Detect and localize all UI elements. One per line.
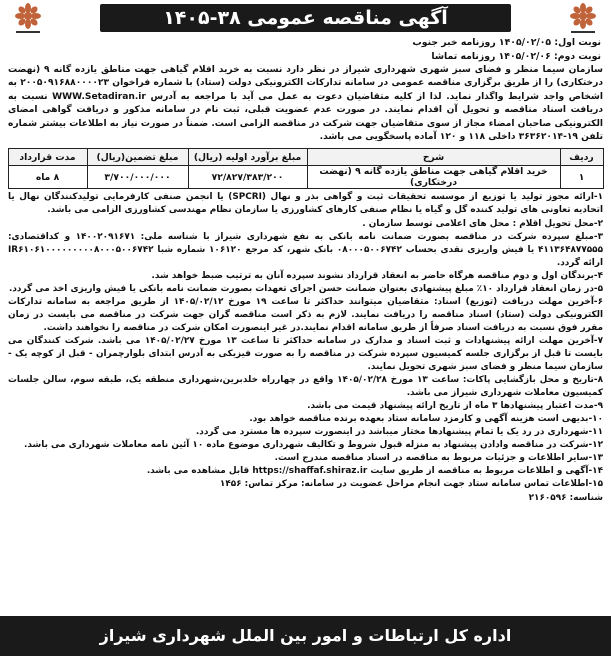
column-header-estimate: مبلغ برآورد اولیه (ریال) xyxy=(188,149,307,166)
publication-dates xyxy=(0,36,611,64)
notice-id: شناسه: ۲۱۶۰۵۹۶ xyxy=(528,492,603,503)
conditions-list xyxy=(0,191,611,504)
condition-item: ۹-مدت اعتبار پیشنهادها ۳ ماه از تاریخ ارائه پیشنهاد قیمت می باشد. xyxy=(307,401,603,412)
notice-title: آگهی مناقصه عمومی ۳۸-۱۴۰۵ xyxy=(100,4,511,32)
municipality-logo-icon xyxy=(561,2,605,36)
column-header-guarantee: مبلغ تضمین(ریال) xyxy=(87,149,188,166)
column-header-description: شرح xyxy=(307,149,560,166)
condition-item: ۱-ارائه مجوز تولید یا توزیع از موسسه تحقیقات ثبت و گواهی بذر و نهال (SPCRI) یا انجمن صنفی کارفرمایی تولیدکنندگان نهال یا اتحادیه تعاونی های تولید کننده گل و گیاه یا نظام صنفی کارهای کشاورزی یا سازمان نظام مهندسی کشاورزی الزامی می باشد. xyxy=(8,192,603,216)
condition-item: ۱۰-بدیهی است هزینه آگهی و کارمزد سامانه ستاد بعهده برنده مناقصه خواهد بود. xyxy=(249,414,603,425)
estimate-cell: ۷۲/۸۲۷/۳۸۳/۲۰۰ xyxy=(188,166,307,189)
condition-item: ۷-آخرین مهلت ارائه پیشنهادات و ثبت اسناد و مدارک در سامانه حداکثر تا ساعت ۱۳ مورخ ۱۴۰۵/۰۲/۲۷ می باشد. شرکت کنندگان می بایست تا قبل از برگزاری جلسه کمیسیون سپرده شرکت در مناقصه را به صورت فیزیکی به آدرس ابتدای بلوارچمران - قبل از کوچه یک - سازمان سیما منظر و فضای سبز شهری تحویل نمایند. xyxy=(8,335,603,373)
guarantee-cell: ۳/۷۰۰/۰۰۰/۰۰۰ xyxy=(87,166,188,189)
issuer-footer: اداره کل ارتباطات و امور بین الملل شهرداری شیراز xyxy=(0,616,611,656)
duration-cell: ۸ ماه xyxy=(8,166,87,189)
municipality-logo-icon xyxy=(6,2,50,36)
intro-paragraph: سازمان سیما منظر و فضای سبز شهری شهرداری شیراز در نظر دارد نسبت به خرید اقلام گیاهی جهت مناطق یازده گانه ۹ (نهضت درختکاری) را از طریق برگزاری مناقصه عمومی در سامانه تدارکات الکترونیکی دولت (ستاد) با شماره فراخوان ۲۰۰۵۰۹۱۶۸۸۰۰۰۰۲۳ به اشخاص واجد شرایط واگذار نماید. لذا از کلیه متقاضیان دعوت به عمل می آید با مراجعه به آدرس WWW.Setadiran.ir نسبت به دریافت اسناد مناقصه و تحویل آن اقدام نمایند. در صورت عدم عضویت قبلی، ثبت نام در سامانه مذکور و دریافت گواهی امضای الکترونیکی صاحبان امضاء مجاز از سوی متقاضیان جهت شرکت در مناقصه الزامی است. ضمناً در صورت نیاز به اطلاعات بیشتر شماره تلفن ۱۹-۳۶۳۶۲۰۱۴ داخلی ۱۱۸ و ۱۲۰ آماده پاسخگویی می باشد. xyxy=(8,65,603,143)
condition-item: ۱۱-شهرداری در رد یک یا تمام پیشنهادها مختار میباشد در اینصورت سپرده ها مسترد می گردد. xyxy=(195,427,603,438)
condition-item: ۲-محل تحویل اقلام : محل های اعلامی توسط سازمان . xyxy=(362,218,603,229)
notice-header xyxy=(0,0,611,36)
description-cell: خرید اقلام گیاهی جهت مناطق یازده گانه ۹ (نهضت درختکاری) xyxy=(307,166,560,189)
condition-item: ۱۲-شرکت در مناقصه وادادن پیشنهاد به منزله قبول شروط و تکالیف شهرداری موضوع ماده ۱۰ آئین نامه معاملات شهرداری می باشد. xyxy=(24,440,603,451)
table-row xyxy=(8,166,603,189)
second-publication: نوبت دوم: ۱۴۰۵/۰۲/۰۶ روزنامه تماشا xyxy=(431,51,601,62)
condition-item: ۱۴-آگهی و اطلاعات مربوط به مناقصه از طریق سایت https://shaffaf.shiraz.ir قابل مشاهده می باشد. xyxy=(146,466,603,477)
column-header-row-number: ردیف xyxy=(560,149,603,166)
first-publication: نوبت اول: ۱۴۰۵/۰۲/۰۵ روزنامه خبر جنوب xyxy=(412,37,601,48)
table-header-row xyxy=(8,149,603,166)
condition-item: ۵-در زمان انعقاد قرارداد ۱۰٪ مبلغ پیشنهادی بعنوان ضمانت حسن اجرای تعهدات بصورت ضمانت نامه بانکی یا فیش واریزی اخذ می گردد. xyxy=(8,283,603,294)
condition-item: ۸-تاریخ و محل بازگشایی پاکات: ساعت ۱۳ مورخ ۱۴۰۵/۰۲/۲۸ واقع در چهارراه خلدبرین،شهرداری منطقه یک، طبقه سوم، سالن جلسات کمیسیون معاملات شهرداری شیراز می باشد. xyxy=(8,375,603,399)
column-header-duration: مدت قرارداد xyxy=(8,149,87,166)
condition-item: ۶-آخرین مهلت دریافت (توزیع) اسناد: متقاضیان میتوانند حداکثر تا ساعت ۱۹ مورخ ۱۴۰۵/۰۲/۱۲ از طریق مراجعه به سامانه تدارکات الکترونیکی دولت (ستاد) اسناد مناقصه را دریافت نمایند. لازم به ذکر است مناقصه گران جهت شرکت در مناقصه می بایست در زمان مقرر فوق نسبت به دریافت اسناد صرفاً از طریق سامانه اقدام نمایند.در غیر اینصورت امکان شرکت در مناقصه را نخواهند داشت. xyxy=(8,296,603,333)
condition-item: ۴-برندگان اول و دوم مناقصه هرگاه حاضر به انعقاد قرارداد نشوند سپرده آنان به ترتیب ضبط خواهد شد. xyxy=(151,270,603,281)
condition-item: ۳-مبلغ سپرده شرکت در مناقصه بصورت ضمانت نامه بانکی به نفع شهرداری شیراز با شناسه ملی: ۱۴۰۰۲۰۹۱۶۷۱ و کداقتصادی: ۴۱۱۳۶۴۸۷۷۵۵۵ یا فیش واریزی نقدی بحساب ۰۸۰۰۰۵۰۰۶۷۴۲ بانک شهر، کد مرجع ۱۰۶۱۲۰ شماره شبا IR۶۱۰۶۱۰۰۰۰۰۰۰۰۰۸۰۰۰۵۰۰۶۷۴۲ ارائه گردد. xyxy=(8,231,604,268)
row-number-cell: ۱ xyxy=(560,166,603,189)
condition-item: ۱۵-اطلاعات تماس سامانه ستاد جهت انجام مراحل عضویت در سامانه: مرکز تماس: ۱۴۵۶ xyxy=(219,479,603,490)
condition-item: ۱۳-سایر اطلاعات و جزئیات مربوط به مناقصه در اسناد مناقصه مندرج است. xyxy=(274,453,603,464)
tender-table xyxy=(8,148,604,189)
